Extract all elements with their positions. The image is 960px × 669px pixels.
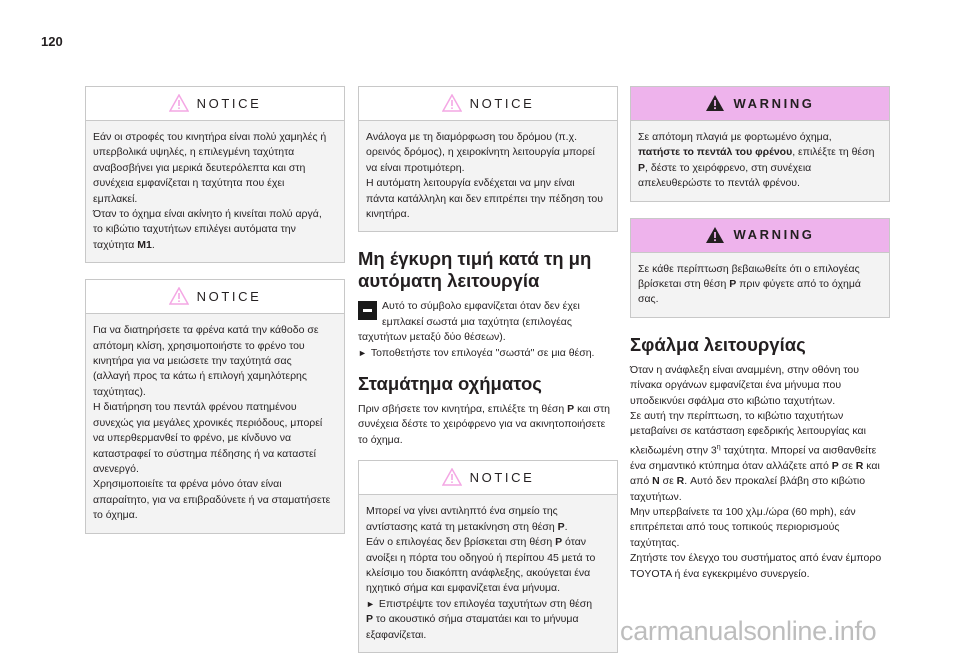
warning-title: WARNING [733, 227, 815, 243]
text-span: σε [659, 475, 677, 488]
text-line: Χρησιμοποιείτε τα φρένα μόνο όταν είναι [93, 478, 282, 491]
notice-body [86, 121, 344, 262]
notice-box-1 [85, 86, 345, 263]
notice-triangle-icon [169, 94, 189, 112]
notice-title: NOTICE [196, 95, 262, 111]
text-line: κλείσιμο του διακόπτη ανάφλεξης, ακούγεται ένα [366, 566, 591, 579]
text-line: το κιβώτιο ταχυτήτων επιλέγει αυτόματα την [93, 223, 296, 236]
text-line [630, 459, 890, 474]
notice-body [86, 314, 344, 532]
text-span: ταχύτητα. Μπορεί να αισθανθείτε [720, 444, 877, 457]
text-line: Όταν η ανάφλεξη είναι αναμμένη, στην οθόνη του [630, 363, 859, 376]
text-span: αντίστασης κατά τη μετακίνηση στη θέση [366, 520, 558, 533]
text-span: πριν φύγετε από το όχημά [736, 278, 861, 291]
notice-title: NOTICE [469, 469, 535, 485]
text-line: Σε κάθε περίπτωση βεβαιωθείτε ότι ο επιλογέας [638, 262, 860, 275]
text-line: (αλλαγή προς τα κάτω ή επιλογή χαμηλότερης [93, 370, 307, 383]
position-p: P [555, 536, 563, 549]
notice-triangle-icon [442, 468, 462, 486]
text-line: το όχημα. [93, 509, 138, 522]
warning-body [631, 121, 889, 201]
position-p: P [557, 520, 565, 533]
watermark: carmanualsonline.info [620, 616, 877, 646]
text-line: συνεχώς για μεγάλες χρονικές περιόδους, μπορεί [93, 416, 323, 429]
text-line: συνέχεια δέστε το χειρόφρενο για να ακινητοποιήσετε [358, 418, 606, 431]
invalid-gear-indicator-icon [358, 301, 377, 320]
position-r: R [676, 475, 685, 488]
text-span: βρίσκεται στη θέση [638, 278, 730, 291]
text-line: ταχύτητας. [630, 536, 680, 549]
position-p: P [366, 613, 374, 626]
text-span: από [630, 475, 653, 488]
text-span: . [151, 238, 155, 251]
warning-title: WARNING [733, 95, 815, 111]
notice-box-2 [85, 279, 345, 533]
text-line: ηχητικό σήμα και εμφανίζεται ένα μήνυμα. [366, 582, 561, 595]
warning-header [631, 219, 889, 253]
text-line: ταχύτητας). [93, 385, 146, 398]
text-line: TOYOTA ή ένα εγκεκριμένο συνεργείο. [630, 567, 810, 580]
text-line: πάντα κατάλληλη και δεν επιτρέπει την πέδηση του [366, 192, 603, 205]
notice-triangle-icon [169, 287, 189, 305]
text-line: ανενεργό. [93, 462, 139, 475]
text-line [358, 402, 618, 417]
bullet-arrow-icon: ► [366, 598, 375, 609]
position-p: P [729, 278, 737, 291]
warning-box-2 [630, 218, 890, 318]
text-line: Αυτό το σύμβολο εμφανίζεται όταν δεν έχει [382, 300, 580, 313]
text-line: εξαφανίζεται. [366, 628, 427, 641]
bullet-text: Επιστρέψτε τον επιλογέα ταχυτήτων στη θέση [378, 597, 593, 610]
text-line: Ζητήστε τον έλεγχο του συστήματος από έναν έμπορο [630, 552, 882, 565]
text-line: Η διατήρηση του πεντάλ φρένου πατημένου [93, 401, 297, 414]
warning-box-1 [630, 86, 890, 202]
text-line: σας. [638, 293, 659, 306]
notice-header [359, 461, 617, 495]
text-line: μεταβαίνει σε κατάσταση εφεδρικής λειτουργίας και [630, 425, 866, 438]
text-line [366, 535, 610, 550]
bullet-item [358, 346, 618, 361]
notice-box-4 [358, 460, 618, 653]
text-line: αναβοσβήνει για μερικά δευτερόλεπτα και στη [93, 161, 306, 174]
gear-m1: M1 [137, 238, 152, 251]
bullet-item [366, 597, 610, 612]
bullet-arrow-icon: ► [358, 347, 367, 358]
text-line: ταχυτήτων. [630, 490, 682, 503]
text-line: υπερβολικά υψηλές, η επιλεγμένη ταχύτητα [93, 146, 295, 159]
column-3 [630, 86, 890, 582]
warning-header [631, 87, 889, 121]
notice-body [359, 121, 617, 231]
notice-triangle-icon [442, 94, 462, 112]
text-line: Ανάλογα με τη διαμόρφωση του δρόμου (π.χ. [366, 131, 577, 143]
indicator-paragraph [358, 299, 618, 345]
text-line: εμπλακεί σωστά μια ταχύτητα (επιλογέας [382, 315, 572, 328]
text-line [630, 474, 890, 489]
page-number: 120 [41, 34, 63, 49]
notice-body [359, 495, 617, 652]
text-span: , επιλέξτε τη θέση [792, 146, 875, 159]
text-line: εμπλακεί. [93, 192, 138, 205]
heading-line: αυτόματη λειτουργία [358, 270, 540, 292]
position-n: N [652, 475, 660, 488]
text-line [366, 612, 610, 627]
heading-line: Μη έγκυρη τιμή κατά τη μη [358, 248, 592, 270]
text-line: συνέχεια εμφανίζεται η ταχύτητα που έχει [93, 177, 285, 190]
notice-header [86, 280, 344, 314]
warning-body [631, 253, 889, 317]
text-span: ταχύτητα [93, 238, 138, 251]
text-line [366, 520, 610, 535]
column-2 [358, 86, 618, 669]
text-span: ένα σημαντικό κτύπημα όταν αλλάζετε από [630, 459, 832, 472]
text-line: Για να διατηρήσετε τα φρένα κατά την κάθοδο σε [93, 324, 319, 337]
text-line [630, 440, 890, 459]
text-span: το ακουστικό σήμα σταματάει και το μήνυμα [373, 613, 579, 626]
text-line [93, 238, 337, 253]
text-line: Σε αυτή την περίπτωση, το κιβώτιο ταχυτήτων [630, 410, 844, 423]
notice-header [359, 87, 617, 121]
text-line: Μπορεί να γίνει αντιληπτό ένα σημείο της [366, 505, 558, 518]
text-line: επιτρέπεται από τους τοπικούς περιορισμούς [630, 521, 840, 534]
text-span: Εάν ο επιλογέας δεν βρίσκεται στη θέση [366, 536, 556, 549]
position-p: P [567, 403, 575, 416]
text-line: κινητήρα για να μειώσετε την ταχύτητά σας [93, 355, 292, 368]
text-line: πίνακα οργάνων εμφανίζεται ένα μήνυμα που [630, 379, 842, 392]
text-line: απαραίτητο, για να επιβραδύνετε ή να σταματήσετε [93, 493, 331, 506]
text-line: καταστραφεί το σύστημα πέδησης ή να καταστεί [93, 447, 316, 460]
text-line: να είναι προτιμότερη. [366, 161, 465, 174]
text-line: Μην υπερβαίνετε τα 100 χλμ./ώρα (60 mph), εάν [630, 506, 856, 518]
text-span: . [564, 520, 568, 533]
text-span: Πριν σβήσετε τον κινητήρα, επιλέξτε τη θέση [358, 403, 568, 416]
text-span: . Αυτό δεν προκαλεί βλάβη στο κιβώτιο [684, 475, 866, 488]
text-line: το όχημα. [358, 433, 403, 446]
text-span: όταν [562, 536, 587, 549]
emphasis: πατήστε το πεντάλ του φρένου [638, 146, 793, 159]
superscript: η [716, 443, 721, 451]
notice-box-3 [358, 86, 618, 232]
text-span: και [863, 459, 880, 472]
notice-title: NOTICE [469, 95, 535, 111]
text-line [638, 145, 882, 160]
section-heading-stopping: Σταμάτημα οχήματος [358, 373, 542, 395]
warning-triangle-icon [705, 94, 725, 112]
text-line: ταχυτήτων μεταξύ δύο θέσεων). [358, 331, 506, 344]
text-line: να υπερθερμανθεί το φρένο, με κίνδυνο να [93, 432, 292, 445]
text-line: Η αυτόματη λειτουργία ενδέχεται να μην είναι [366, 177, 575, 190]
text-line [638, 277, 882, 292]
warning-triangle-icon [705, 226, 725, 244]
text-line: ανοίξει η πόρτα του οδηγού ή περίπου 45 μετά το [366, 551, 596, 564]
text-line [638, 161, 882, 176]
text-line: Εάν οι στροφές του κινητήρα είναι πολύ χαμηλές ή [93, 131, 327, 143]
position-p: P [831, 459, 839, 472]
notice-title: NOTICE [196, 288, 262, 304]
bullet-text: Τοποθετήστε τον επιλογέα "σωστά" σε μια θέση. [370, 346, 595, 359]
text-span: σε [838, 459, 856, 472]
column-1 [85, 86, 345, 550]
text-span: και στη [574, 403, 611, 416]
text-line: απότομη κλίση, χρησιμοποιήστε το φρένο του [93, 339, 305, 352]
text-line: κινητήρα. [366, 208, 410, 221]
text-line: Σε απότομη πλαγιά με φορτωμένο όχημα, [638, 131, 832, 143]
text-span: , δέστε το χειρόφρενο, στη συνέχεια [645, 161, 812, 174]
text-line: υποδεικνύει σφάλμα στο κιβώτιο ταχυτήτων. [630, 394, 836, 407]
position-p: P [638, 161, 646, 174]
text-line: ορεινός δρόμος), η χειροκίνητη λειτουργία μπορεί [366, 146, 595, 159]
text-span: κλειδωμένη στην 3 [630, 444, 717, 457]
text-line: Όταν το όχημα είναι ακίνητο ή κινείται πολύ αργά, [93, 208, 322, 221]
text-line: απελευθερώστε το πεντάλ φρένου. [638, 177, 800, 190]
position-r: R [855, 459, 864, 472]
notice-header [86, 87, 344, 121]
section-heading-malfunction: Σφάλμα λειτουργίας [630, 333, 806, 355]
section-heading-invalid-value [358, 248, 618, 292]
